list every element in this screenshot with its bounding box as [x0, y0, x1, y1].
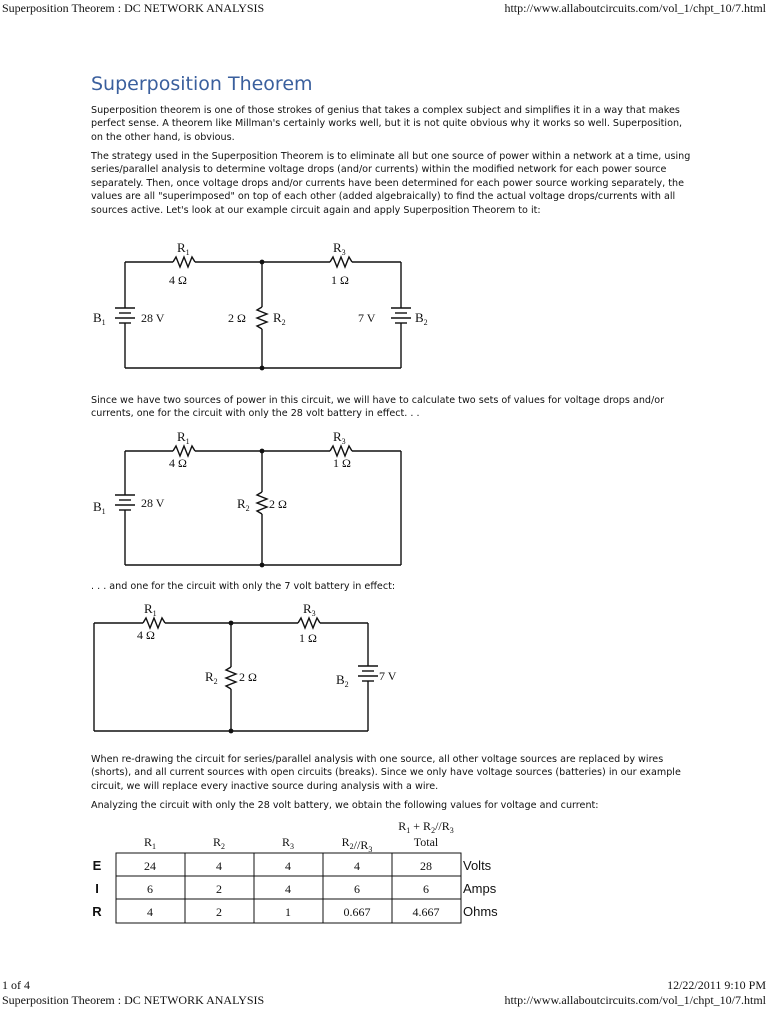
- svg-text:4 Ω: 4 Ω: [137, 628, 155, 642]
- svg-text:1 Ω: 1 Ω: [299, 631, 317, 645]
- svg-text:28 V: 28 V: [141, 496, 165, 510]
- circuit-diagram-full: [85, 236, 445, 372]
- table-cell: 6: [423, 882, 429, 896]
- table-cell: 4: [285, 882, 291, 896]
- results-table: [85, 815, 525, 927]
- table-column-header: Total: [413, 835, 439, 849]
- circuit-diagram-7v-only: [85, 598, 415, 738]
- svg-text:1 Ω: 1 Ω: [331, 273, 349, 287]
- svg-text:7 V: 7 V: [358, 311, 376, 325]
- svg-text:1 Ω: 1 Ω: [333, 456, 351, 470]
- paragraph-7v-only: . . . and one for the circuit with only the 7 volt battery in effect:: [91, 581, 396, 592]
- table-cell: 4: [354, 859, 360, 873]
- svg-text:4 Ω: 4 Ω: [169, 273, 187, 287]
- svg-text:7 V: 7 V: [379, 669, 397, 683]
- svg-text:R1: $R_1$: [144, 601, 157, 618]
- svg-text:B2: $B_2$: [415, 310, 428, 327]
- table-cell: 2: [216, 882, 222, 896]
- table-cell: 6: [147, 882, 153, 896]
- table-column-header: $R_2//R_3$: [341, 835, 373, 854]
- svg-text:R2: $R_2$: [273, 310, 286, 327]
- page-title: Superposition Theorem: [91, 73, 313, 95]
- footer-page-number: 1 of 4: [2, 978, 30, 992]
- svg-text:B1: $B_1$: [93, 499, 106, 516]
- table-column-header: $R_2$: [212, 835, 226, 851]
- svg-text:R2: $R_2$: [237, 496, 250, 513]
- table-cell: 2: [216, 905, 222, 919]
- table-cell: 28: [420, 859, 432, 873]
- header-url[interactable]: http://www.allaboutcircuits.com/vol_1/chpt_10/7.html: [504, 1, 766, 15]
- table-header-r1-r2r3: $R_1 + R_2//R_3$: [398, 819, 454, 835]
- table-row-unit: Ohms: [463, 904, 498, 919]
- svg-text:4 Ω: 4 Ω: [169, 456, 187, 470]
- table-row-label: R: [92, 904, 102, 919]
- svg-text:2 Ω: 2 Ω: [269, 497, 287, 511]
- table-cell: 4: [147, 905, 153, 919]
- table-column-header: $R_1$: [143, 835, 157, 851]
- table-cell: 6: [354, 882, 360, 896]
- svg-text:R3: $R_3$: [303, 601, 316, 618]
- table-cell: 4: [285, 859, 291, 873]
- paragraph-two-sources: Since we have two sources of power in this circuit, we will have to calculate two sets of values for voltage drops and/or currents, one for the circuit with only the 28 volt battery in effect. . .: [91, 395, 665, 420]
- table-cell: 1: [285, 905, 291, 919]
- svg-text:2 Ω: 2 Ω: [228, 311, 246, 325]
- table-cell: 4: [216, 859, 222, 873]
- svg-text:R1: $R_1$: [177, 429, 190, 446]
- table-cell: 24: [144, 859, 156, 873]
- table-row-label: I: [95, 881, 99, 896]
- svg-text:R1: $R_1$: [177, 240, 190, 257]
- table-cell: 4.667: [412, 905, 440, 919]
- svg-text:R3: $R_3$: [333, 429, 346, 446]
- paragraph-intro: Superposition theorem is one of those strokes of genius that takes a complex subject and simplifies it in a way that makes perfect sense. A theorem like Millman's certainly works well, but it is not quite obvious why it works so well. Superposition, on the other hand, is obvious.: [91, 105, 683, 143]
- table-column-header: $R_3$: [281, 835, 295, 851]
- paragraph-redraw: When re-drawing the circuit for series/parallel analysis with one source, all other voltage sources are replaced by wires (shorts), and all current sources with open circuits (breaks). Since we only have voltage sources (batteries) in our example circuit, we will replace every inactive source during analysis with a wire.: [91, 754, 681, 792]
- table-cell: 0.667: [343, 905, 371, 919]
- table-row-label: E: [92, 858, 102, 873]
- paragraph-analysis: Analyzing the circuit with only the 28 volt battery, we obtain the following values for voltage and current:: [91, 800, 599, 811]
- table-row-unit: Amps: [463, 881, 497, 896]
- svg-text:B1: $B_1$: [93, 310, 106, 327]
- header-doc-title: Superposition Theorem : DC NETWORK ANALYSIS: [2, 1, 265, 15]
- footer-doc-title: Superposition Theorem : DC NETWORK ANALYSIS: [2, 993, 265, 1007]
- svg-text:28 V: 28 V: [141, 311, 165, 325]
- footer-datetime: 12/22/2011 9:10 PM: [667, 978, 766, 992]
- svg-text:R2: $R_2$: [205, 669, 218, 686]
- table-row-unit: Volts: [463, 858, 492, 873]
- paragraph-strategy: The strategy used in the Superposition Theorem is to eliminate all but one source of power within a network at a time, using series/parallel analysis to determine voltage drops (and/or currents) within the modified network for each power source separately. Then, once voltage drops and/or currents have been determined for each power source working separately, the values are all "superimposed" on top of each other (added algebraically) to find the actual voltage drops/currents with all sources active. Let's look at our example circuit again and apply Superposition Theorem to it:: [91, 151, 691, 216]
- svg-text:2 Ω: 2 Ω: [239, 670, 257, 684]
- circuit-diagram-28v-only: [85, 425, 415, 573]
- svg-text:R3: $R_3$: [333, 240, 346, 257]
- svg-text:B2: $B_2$: [336, 672, 349, 689]
- footer-url[interactable]: http://www.allaboutcircuits.com/vol_1/chpt_10/7.html: [504, 993, 766, 1007]
